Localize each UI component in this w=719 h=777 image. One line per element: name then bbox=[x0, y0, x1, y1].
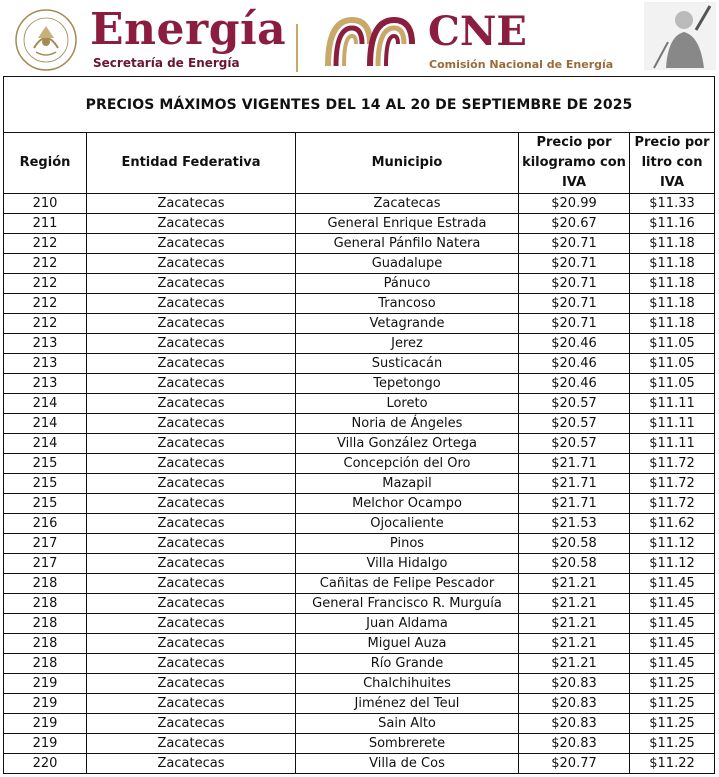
municipality-cell: Pánuco bbox=[296, 274, 519, 294]
region-cell: 212 bbox=[4, 234, 87, 254]
municipality-cell: Villa de Cos bbox=[296, 754, 519, 774]
entity-cell: Zacatecas bbox=[87, 534, 296, 554]
municipality-cell: Loreto bbox=[296, 394, 519, 414]
price-liter-cell: $11.45 bbox=[630, 574, 715, 594]
table-row bbox=[4, 194, 715, 214]
price-liter-cell: $11.05 bbox=[630, 354, 715, 374]
table-row bbox=[4, 494, 715, 514]
price-kg-cell: $20.58 bbox=[519, 534, 630, 554]
table-row bbox=[4, 414, 715, 434]
table-row bbox=[4, 234, 715, 254]
municipality-cell: General Francisco R. Murguía bbox=[296, 594, 519, 614]
price-kg-cell: $21.53 bbox=[519, 514, 630, 534]
price-liter-cell: $11.12 bbox=[630, 534, 715, 554]
municipality-cell: Jiménez del Teul bbox=[296, 694, 519, 714]
municipality-cell: Melchor Ocampo bbox=[296, 494, 519, 514]
table-row bbox=[4, 694, 715, 714]
price-kg-cell: $20.83 bbox=[519, 734, 630, 754]
table-title: PRECIOS MÁXIMOS VIGENTES DEL 14 AL 20 DE SEPTIEMBRE DE 2025 bbox=[4, 77, 715, 133]
region-cell: 213 bbox=[4, 334, 87, 354]
region-cell: 218 bbox=[4, 654, 87, 674]
table-row bbox=[4, 374, 715, 394]
region-cell: 218 bbox=[4, 574, 87, 594]
price-liter-cell: $11.18 bbox=[630, 294, 715, 314]
table-row bbox=[4, 654, 715, 674]
price-kg-cell: $21.21 bbox=[519, 574, 630, 594]
price-kg-cell: $20.46 bbox=[519, 374, 630, 394]
table-row bbox=[4, 474, 715, 494]
price-liter-cell: $11.45 bbox=[630, 614, 715, 634]
region-cell: 212 bbox=[4, 254, 87, 274]
entity-cell: Zacatecas bbox=[87, 634, 296, 654]
price-kg-cell: $20.58 bbox=[519, 554, 630, 574]
price-kg-cell: $20.77 bbox=[519, 754, 630, 774]
table-row bbox=[4, 454, 715, 474]
price-kg-cell: $20.83 bbox=[519, 694, 630, 714]
price-liter-cell: $11.72 bbox=[630, 454, 715, 474]
region-cell: 214 bbox=[4, 394, 87, 414]
price-liter-cell: $11.11 bbox=[630, 394, 715, 414]
price-liter-cell: $11.25 bbox=[630, 674, 715, 694]
price-liter-cell: $11.72 bbox=[630, 494, 715, 514]
municipality-cell: Tepetongo bbox=[296, 374, 519, 394]
entity-cell: Zacatecas bbox=[87, 414, 296, 434]
municipality-cell: Miguel Auza bbox=[296, 634, 519, 654]
price-kg-cell: $20.57 bbox=[519, 434, 630, 454]
municipality-cell: Ojocaliente bbox=[296, 514, 519, 534]
region-cell: 219 bbox=[4, 734, 87, 754]
entity-cell: Zacatecas bbox=[87, 294, 296, 314]
municipality-cell: Zacatecas bbox=[296, 194, 519, 214]
price-liter-cell: $11.45 bbox=[630, 654, 715, 674]
price-kg-cell: $21.21 bbox=[519, 614, 630, 634]
region-cell: 217 bbox=[4, 534, 87, 554]
price-kg-cell: $20.83 bbox=[519, 714, 630, 734]
brand-title: Energía bbox=[90, 4, 287, 55]
price-kg-cell: $20.57 bbox=[519, 394, 630, 414]
municipality-cell: Juan Aldama bbox=[296, 614, 519, 634]
column-header-region: Región bbox=[4, 133, 87, 194]
price-kg-cell: $20.71 bbox=[519, 314, 630, 334]
price-kg-cell: $21.21 bbox=[519, 594, 630, 614]
price-liter-cell: $11.05 bbox=[630, 334, 715, 354]
region-cell: 218 bbox=[4, 634, 87, 654]
table-row bbox=[4, 534, 715, 554]
municipality-cell: Sain Alto bbox=[296, 714, 519, 734]
entity-cell: Zacatecas bbox=[87, 674, 296, 694]
region-cell: 214 bbox=[4, 434, 87, 454]
entity-cell: Zacatecas bbox=[87, 194, 296, 214]
region-cell: 220 bbox=[4, 754, 87, 774]
cne-title: CNE bbox=[428, 8, 527, 55]
municipality-cell: Concepción del Oro bbox=[296, 454, 519, 474]
heroine-illustration-icon bbox=[644, 2, 716, 70]
table-row bbox=[4, 254, 715, 274]
municipality-cell: General Enrique Estrada bbox=[296, 214, 519, 234]
municipality-cell: Guadalupe bbox=[296, 254, 519, 274]
price-liter-cell: $11.18 bbox=[630, 254, 715, 274]
entity-cell: Zacatecas bbox=[87, 574, 296, 594]
municipality-cell: Río Grande bbox=[296, 654, 519, 674]
price-kg-cell: $21.71 bbox=[519, 454, 630, 474]
table-row bbox=[4, 354, 715, 374]
price-kg-cell: $21.71 bbox=[519, 474, 630, 494]
entity-cell: Zacatecas bbox=[87, 514, 296, 534]
entity-cell: Zacatecas bbox=[87, 754, 296, 774]
column-header-entity: Entidad Federativa bbox=[87, 133, 296, 194]
price-liter-cell: $11.22 bbox=[630, 754, 715, 774]
table-row bbox=[4, 514, 715, 534]
municipality-cell: Noria de Ángeles bbox=[296, 414, 519, 434]
mexico-seal-icon bbox=[14, 8, 78, 72]
price-liter-cell: $11.11 bbox=[630, 414, 715, 434]
table-row bbox=[4, 554, 715, 574]
price-table bbox=[3, 76, 715, 774]
price-liter-cell: $11.18 bbox=[630, 234, 715, 254]
table-row bbox=[4, 314, 715, 334]
entity-cell: Zacatecas bbox=[87, 554, 296, 574]
price-liter-cell: $11.11 bbox=[630, 434, 715, 454]
column-header-price-liter: Precio por litro con IVA bbox=[630, 133, 715, 194]
region-cell: 215 bbox=[4, 474, 87, 494]
table-row bbox=[4, 274, 715, 294]
entity-cell: Zacatecas bbox=[87, 614, 296, 634]
region-cell: 215 bbox=[4, 494, 87, 514]
price-liter-cell: $11.25 bbox=[630, 694, 715, 714]
entity-cell: Zacatecas bbox=[87, 594, 296, 614]
entity-cell: Zacatecas bbox=[87, 334, 296, 354]
price-liter-cell: $11.33 bbox=[630, 194, 715, 214]
column-header-municipality: Municipio bbox=[296, 133, 519, 194]
region-cell: 219 bbox=[4, 674, 87, 694]
table-row bbox=[4, 674, 715, 694]
column-header-price-kg: Precio por kilogramo con IVA bbox=[519, 133, 630, 194]
entity-cell: Zacatecas bbox=[87, 654, 296, 674]
municipality-cell: Villa González Ortega bbox=[296, 434, 519, 454]
page-header bbox=[0, 0, 719, 76]
region-cell: 216 bbox=[4, 514, 87, 534]
price-kg-cell: $20.46 bbox=[519, 354, 630, 374]
price-liter-cell: $11.25 bbox=[630, 734, 715, 754]
entity-cell: Zacatecas bbox=[87, 734, 296, 754]
table-row bbox=[4, 754, 715, 774]
table-row bbox=[4, 594, 715, 614]
region-cell: 219 bbox=[4, 694, 87, 714]
price-kg-cell: $20.57 bbox=[519, 414, 630, 434]
price-kg-cell: $20.71 bbox=[519, 274, 630, 294]
region-cell: 210 bbox=[4, 194, 87, 214]
table-row bbox=[4, 214, 715, 234]
region-cell: 211 bbox=[4, 214, 87, 234]
region-cell: 213 bbox=[4, 354, 87, 374]
municipality-cell: Vetagrande bbox=[296, 314, 519, 334]
entity-cell: Zacatecas bbox=[87, 494, 296, 514]
price-liter-cell: $11.12 bbox=[630, 554, 715, 574]
municipality-cell: Chalchihuites bbox=[296, 674, 519, 694]
table-row bbox=[4, 614, 715, 634]
municipality-cell: Mazapil bbox=[296, 474, 519, 494]
table-row bbox=[4, 334, 715, 354]
price-kg-cell: $20.67 bbox=[519, 214, 630, 234]
municipality-cell: General Pánfilo Natera bbox=[296, 234, 519, 254]
price-liter-cell: $11.05 bbox=[630, 374, 715, 394]
price-kg-cell: $20.83 bbox=[519, 674, 630, 694]
price-liter-cell: $11.72 bbox=[630, 474, 715, 494]
municipality-cell: Pinos bbox=[296, 534, 519, 554]
region-cell: 212 bbox=[4, 314, 87, 334]
price-liter-cell: $11.16 bbox=[630, 214, 715, 234]
table-row bbox=[4, 294, 715, 314]
entity-cell: Zacatecas bbox=[87, 254, 296, 274]
region-cell: 218 bbox=[4, 594, 87, 614]
price-kg-cell: $21.21 bbox=[519, 654, 630, 674]
price-kg-cell: $20.46 bbox=[519, 334, 630, 354]
price-kg-cell: $20.71 bbox=[519, 294, 630, 314]
table-row bbox=[4, 434, 715, 454]
entity-cell: Zacatecas bbox=[87, 394, 296, 414]
entity-cell: Zacatecas bbox=[87, 714, 296, 734]
price-liter-cell: $11.45 bbox=[630, 634, 715, 654]
cne-logo-icon bbox=[322, 14, 418, 70]
brand-subtitle: Secretaría de Energía bbox=[93, 56, 240, 70]
entity-cell: Zacatecas bbox=[87, 214, 296, 234]
municipality-cell: Susticacán bbox=[296, 354, 519, 374]
entity-cell: Zacatecas bbox=[87, 274, 296, 294]
region-cell: 219 bbox=[4, 714, 87, 734]
region-cell: 215 bbox=[4, 454, 87, 474]
price-kg-cell: $21.21 bbox=[519, 634, 630, 654]
municipality-cell: Cañitas de Felipe Pescador bbox=[296, 574, 519, 594]
table-row bbox=[4, 634, 715, 654]
price-liter-cell: $11.62 bbox=[630, 514, 715, 534]
municipality-cell: Jerez bbox=[296, 334, 519, 354]
entity-cell: Zacatecas bbox=[87, 374, 296, 394]
header-divider bbox=[296, 24, 298, 72]
entity-cell: Zacatecas bbox=[87, 434, 296, 454]
price-liter-cell: $11.45 bbox=[630, 594, 715, 614]
entity-cell: Zacatecas bbox=[87, 474, 296, 494]
table-row bbox=[4, 394, 715, 414]
region-cell: 212 bbox=[4, 274, 87, 294]
table-row bbox=[4, 734, 715, 754]
region-cell: 212 bbox=[4, 294, 87, 314]
price-kg-cell: $21.71 bbox=[519, 494, 630, 514]
entity-cell: Zacatecas bbox=[87, 314, 296, 334]
price-kg-cell: $20.71 bbox=[519, 254, 630, 274]
price-liter-cell: $11.25 bbox=[630, 714, 715, 734]
price-kg-cell: $20.71 bbox=[519, 234, 630, 254]
entity-cell: Zacatecas bbox=[87, 234, 296, 254]
table-row bbox=[4, 574, 715, 594]
region-cell: 213 bbox=[4, 374, 87, 394]
region-cell: 214 bbox=[4, 414, 87, 434]
table-row bbox=[4, 714, 715, 734]
municipality-cell: Sombrerete bbox=[296, 734, 519, 754]
price-kg-cell: $20.99 bbox=[519, 194, 630, 214]
price-liter-cell: $11.18 bbox=[630, 274, 715, 294]
entity-cell: Zacatecas bbox=[87, 354, 296, 374]
cne-subtitle: Comisión Nacional de Energía bbox=[429, 58, 614, 71]
municipality-cell: Villa Hidalgo bbox=[296, 554, 519, 574]
entity-cell: Zacatecas bbox=[87, 454, 296, 474]
price-liter-cell: $11.18 bbox=[630, 314, 715, 334]
entity-cell: Zacatecas bbox=[87, 694, 296, 714]
region-cell: 218 bbox=[4, 614, 87, 634]
municipality-cell: Trancoso bbox=[296, 294, 519, 314]
region-cell: 217 bbox=[4, 554, 87, 574]
